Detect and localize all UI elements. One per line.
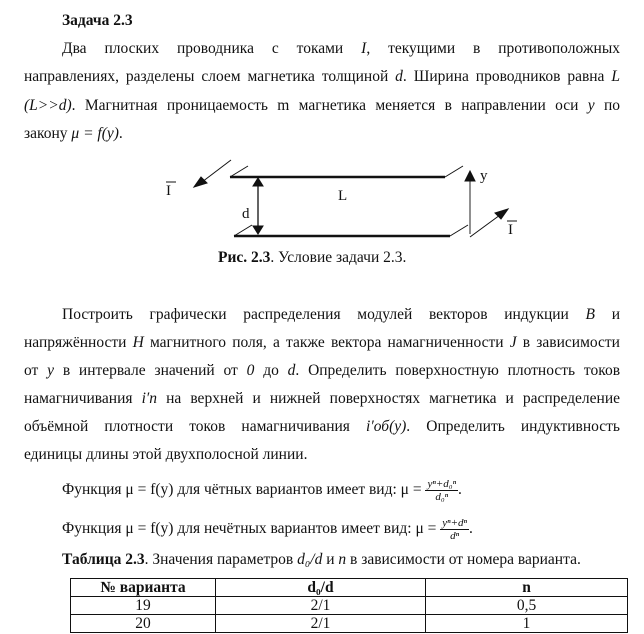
current-label-left: I	[166, 183, 171, 199]
header-n: n	[426, 579, 628, 597]
para2-line1: Построить графически распределения модулей векторов индукции B и	[62, 306, 620, 323]
para2-line5: объёмной плотности токов намагничивания i′об(y). Определить индуктивность	[24, 418, 620, 435]
para2-line3: от y в интервале значений от 0 до d. Определить поверхностную плотность токов	[24, 362, 621, 379]
para1-line4: закону μ = f(y).	[24, 125, 123, 142]
table-row: 19 2/1 0,5	[71, 597, 628, 615]
table-row: 20 2/1 1	[71, 615, 628, 633]
para2-line4: намагничивания i′п на верхней и нижней поверхностях магнетика и распределение	[24, 390, 620, 407]
header-variant: № варианта	[71, 579, 216, 597]
para2-line2: напряжённости H магнитного поля, а также вектора намагниченности J в зависимости	[24, 334, 620, 351]
variants-table	[70, 578, 628, 633]
para1-line2: направлениях, разделены слоем магнетика толщиной d. Ширина проводников равна L	[24, 68, 620, 85]
conductor-diagram	[150, 150, 530, 245]
width-label: L	[338, 188, 348, 204]
table-caption: Таблица 2.3. Значения параметров d₀/d и n в зависимости от номера варианта.	[62, 551, 581, 568]
current-label-right: I	[508, 222, 513, 238]
figure-caption: Рис. 2.3. Условие задачи 2.3.	[218, 249, 407, 266]
para1-line3: (L>>d). Магнитная проницаемость m магнетика меняется в направлении оси y по	[24, 97, 620, 114]
formula-odd: Функция μ = f(y) для нечётных вариантов имеет вид: μ = $\frac{\text{yⁿ+dⁿ}}{\text{dⁿ}}$ .	[62, 517, 473, 542]
formula-even: Функция μ = f(y) для чётных вариантов имеет вид: μ = $\frac{\text{yⁿ+d₀ⁿ}}{\text{d₀ⁿ}}$ .	[62, 478, 462, 503]
para2-line6: единицы длины этой двухполосной линии.	[24, 446, 308, 463]
task-title: Задача 2.3	[62, 12, 133, 29]
header-d0-d: d₀/d	[216, 579, 426, 597]
table-header-row	[71, 579, 628, 597]
axis-label: y	[480, 168, 488, 184]
para1-line1: Два плоских проводника с токами I, текущими в противоположных	[62, 40, 620, 57]
thickness-label: d	[242, 206, 250, 222]
